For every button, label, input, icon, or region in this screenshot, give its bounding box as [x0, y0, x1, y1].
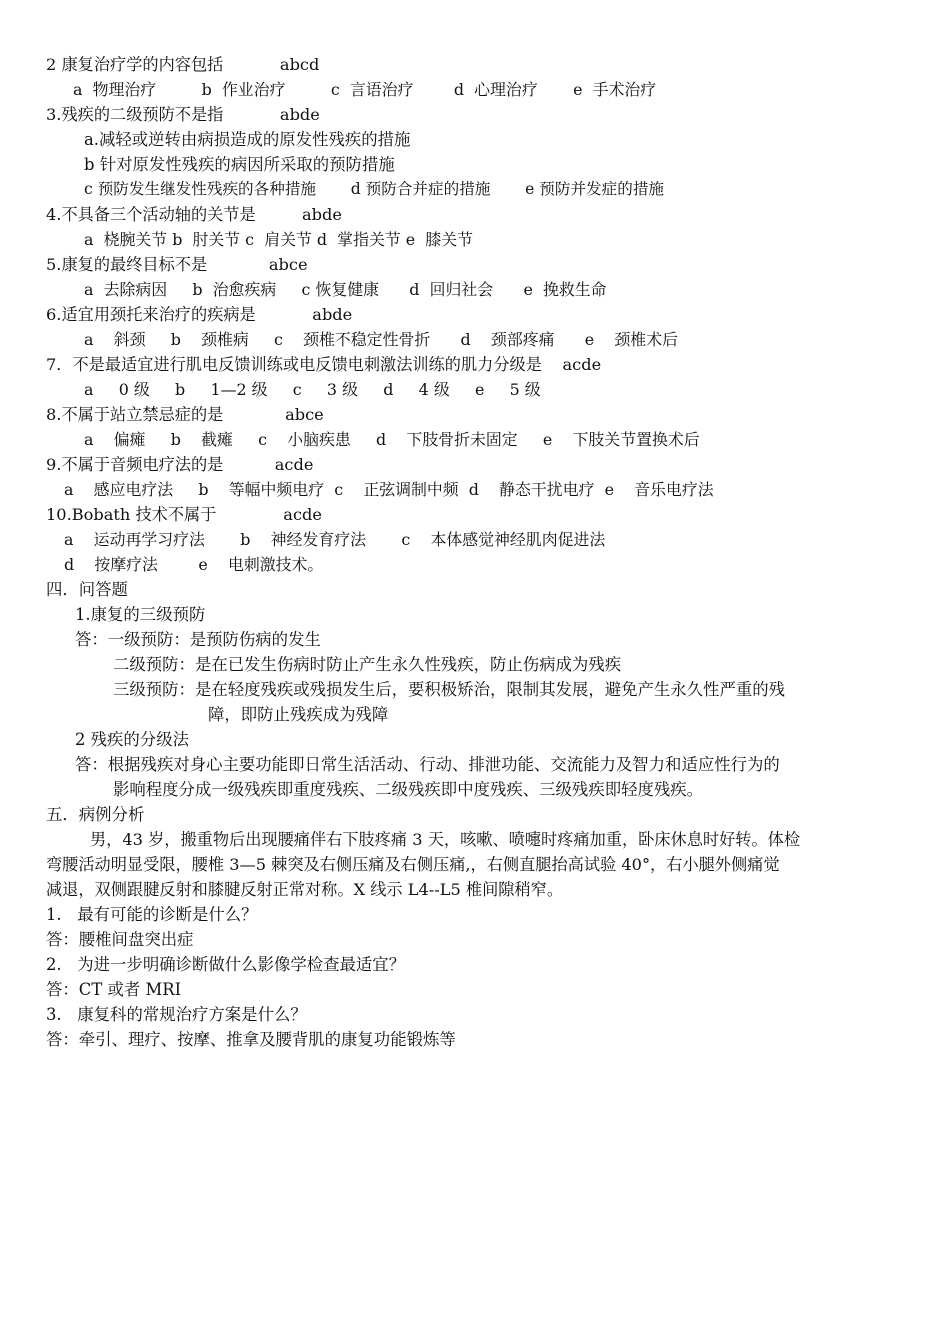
question-9-options: a 感应电疗法 b 等幅中频电疗 c 正弦调制中频 d 静态干扰电疗 e 音乐电疗法: [64, 480, 714, 499]
question-8-options: a 偏瘫 b 截瘫 c 小脑疾患 d 下肢骨折未固定 e 下肢关节置换术后: [84, 430, 700, 449]
question-3-option-a: a.减轻或逆转由病损造成的原发性残疾的措施: [84, 130, 411, 149]
case-paragraph-line-1: 男，43 岁，搬重物后出现腰痛伴右下肢疼痛 3 天，咳嗽、喷嚏时疼痛加重，卧床休息时好转。体检: [90, 830, 801, 849]
qa-1-answer-tertiary-cont: 障，即防止残疾成为残障: [208, 705, 389, 724]
question-6-stem: 6.适宜用颈托来治疗的疾病是 abde: [46, 305, 353, 324]
qa-1-answer-secondary: 二级预防：是在已发生伤病时防止产生永久性残疾，防止伤病成为残疾: [113, 655, 622, 674]
section-4-heading: 四．问答题: [46, 580, 128, 599]
qa-1-answer-primary: 答：一级预防：是预防伤病的发生: [75, 630, 321, 649]
question-7-options: a 0 级 b 1—2 级 c 3 级 d 4 级 e 5 级: [84, 380, 541, 399]
question-10-stem: 10.Bobath 技术不属于 acde: [46, 505, 322, 524]
question-7-stem: 7．不是最适宜进行肌电反馈训练或电反馈电刺激法训练的肌力分级是 acde: [46, 355, 602, 374]
qa-2-question: 2 残疾的分级法: [75, 730, 189, 749]
qa-2-answer-cont: 影响程度分成一级残疾即重度残疾、二级残疾即中度残疾、三级残疾即轻度残疾。: [113, 780, 704, 799]
question-10-options-de: d 按摩疗法 e 电刺激技术。: [64, 555, 324, 574]
question-9-stem: 9.不属于音频电疗法的是 acde: [46, 455, 314, 474]
question-5-stem: 5.康复的最终目标不是 abce: [46, 255, 308, 274]
question-3-stem: 3.残疾的二级预防不是指 abde: [46, 105, 320, 124]
case-question-3: 3. 康复科的常规治疗方案是什么？: [46, 1005, 307, 1024]
section-5-heading: 五．病例分析: [46, 805, 145, 824]
qa-1-answer-tertiary: 三级预防：是在轻度残疾或残损发生后，要积极矫治，限制其发展，避免产生永久性严重的残: [113, 680, 786, 699]
qa-1-question: 1.康复的三级预防: [75, 605, 206, 624]
question-3-options-cde: c 预防发生继发性残疾的各种措施 d 预防合并症的措施 e 预防并发症的措施: [84, 180, 665, 198]
qa-2-answer: 答：根据残疾对身心主要功能即日常生活活动、行动、排泄功能、交流能力及智力和适应性行为的: [75, 755, 780, 774]
question-2-options: a 物理治疗 b 作业治疗 c 言语治疗 d 心理治疗 e 手术治疗: [73, 80, 657, 99]
question-3-option-b: b 针对原发性残疾的病因所采取的预防措施: [84, 155, 395, 174]
question-4-options: a 桡腕关节 b 肘关节 c 肩关节 d 掌指关节 e 膝关节: [84, 230, 473, 249]
case-answer-2: 答：CT 或者 MRI: [46, 980, 182, 999]
case-question-2: 2. 为进一步明确诊断做什么影像学检查最适宜？: [46, 955, 406, 974]
question-2-stem: 2 康复治疗学的内容包括 abcd: [46, 55, 320, 74]
question-8-stem: 8.不属于站立禁忌症的是 abce: [46, 405, 324, 424]
question-10-options-abc: a 运动再学习疗法 b 神经发育疗法 c 本体感觉神经肌肉促进法: [64, 530, 606, 549]
question-6-options: a 斜颈 b 颈椎病 c 颈椎不稳定性骨折 d 颈部疼痛 e 颈椎术后: [84, 330, 678, 349]
case-paragraph-line-2: 弯腰活动明显受限，腰椎 3—5 棘突及右侧压痛及右侧压痛,，右侧直腿抬高试验 40°，右小腿外侧痛觉: [46, 855, 780, 874]
question-5-options: a 去除病因 b 治愈疾病 c 恢复健康 d 回归社会 e 挽救生命: [84, 280, 607, 299]
case-answer-3: 答：牵引、理疗、按摩、推拿及腰背肌的康复功能锻炼等: [46, 1030, 456, 1049]
question-4-stem: 4.不具备三个活动轴的关节是 abde: [46, 205, 342, 224]
case-answer-1: 答：腰椎间盘突出症: [46, 930, 194, 949]
case-question-1: 1. 最有可能的诊断是什么？: [46, 905, 258, 924]
case-paragraph-line-3: 减退，双侧跟腱反射和膝腱反射正常对称。X 线示 L4--L5 椎间隙稍窄。: [46, 880, 564, 899]
